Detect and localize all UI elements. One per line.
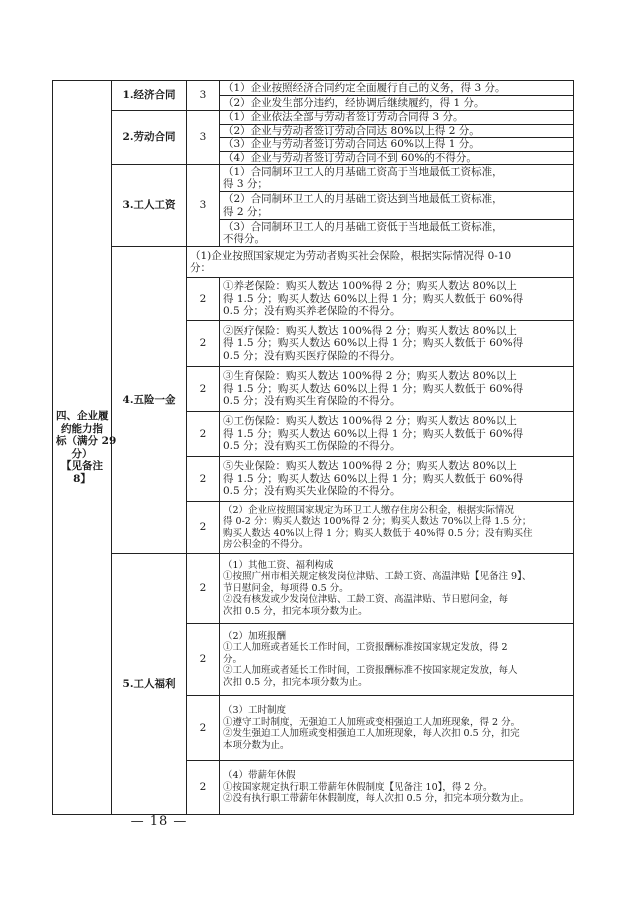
criterion-cell xyxy=(220,165,574,192)
criterion-line: ④工伤保险：购买人数达 100%得 2 分；购买人数达 80%以上 xyxy=(223,415,517,428)
criterion-line: 得 1.5 分；购买人数达 60%以上得 1 分；购买人数低于 60%得 xyxy=(223,472,524,485)
score-cell: 3 xyxy=(187,111,220,165)
criterion-line: （1）其他工资、福利构成 xyxy=(223,559,334,571)
criterion-line: 0.5 分；没有购买养老保险的不得分。 xyxy=(223,305,401,318)
criterion-line: 0.5 分；没有购买医疗保险的不得分。 xyxy=(223,349,401,362)
criterion-cell: （2）企业与劳动者签订劳动合同达 80%以上得 2 分。 xyxy=(220,124,574,138)
criterion-line: 分： xyxy=(190,262,211,274)
score-cell: 2 xyxy=(187,761,220,815)
criterion-cell xyxy=(220,696,574,761)
criterion-line: ①按国家规定执行职工带薪年休假制度【见备注 10】，得 2 分。 xyxy=(223,781,493,793)
score-cell: 2 xyxy=(187,696,220,761)
criterion-cell xyxy=(220,761,574,815)
criterion-cell xyxy=(220,624,574,696)
table-row xyxy=(53,247,574,278)
criterion-cell xyxy=(220,321,574,367)
subcategory-economic-contract: 1.经济合同 xyxy=(112,81,187,111)
criterion-cell xyxy=(220,278,574,321)
criterion-line: ②医疗保险：购买人数达 100%得 2 分；购买人数达 80%以上 xyxy=(223,324,517,337)
score-cell: 3 xyxy=(187,165,220,247)
category-line: 【见备注 xyxy=(61,460,103,472)
criterion-line: 0.5 分；没有购买失业保险的不得分。 xyxy=(223,485,401,498)
criterion-line: 不得分。 xyxy=(223,233,265,245)
criterion-line: （1)企业按照国家规定为劳动者购买社会保险，根据实际情况得 0-10 xyxy=(190,249,512,262)
criterion-cell xyxy=(220,554,574,624)
criterion-cell: （1）企业依法全部与劳动者签订劳动合同得 3 分。 xyxy=(220,111,574,125)
criterion-line: ②没有核发或少发岗位津贴、工龄工资、高温津贴、节日慰问金，每 xyxy=(223,594,509,606)
criterion-line: 分。 xyxy=(223,653,243,665)
criterion-cell xyxy=(220,220,574,247)
category-line: 四、企业履 xyxy=(56,410,109,422)
score-cell: 3 xyxy=(187,81,220,111)
insurance-header-cell xyxy=(187,247,574,278)
criterion-line: 次扣 0.5 分，扣完本项分数为止。 xyxy=(223,676,368,688)
criterion-line: （2）企业应按照国家规定为环卫工人缴存住房公积金，根据实际情况 xyxy=(223,504,515,516)
criterion-line: 节日慰问金，每项得 0.5 分。 xyxy=(223,582,349,594)
criterion-line: 房公积金的不得分。 xyxy=(223,539,309,550)
criterion-line: ①遵守工时制度，无强迫工人加班或变相强迫工人加班现象，得 2 分。 xyxy=(223,716,521,728)
criterion-line: （3）工时制度 xyxy=(223,705,287,716)
criterion-line: 购买人数达 40%以上得 1 分；购买人数低于 40%得 0.5 分；没有购买住 xyxy=(223,527,533,539)
criterion-cell xyxy=(220,367,574,412)
criterion-line: 得 0-2 分：购买人数达 100%得 2 分；购买人数达 70%以上得 1.5 分； xyxy=(223,516,532,527)
criterion-line: （1）合同制环卫工人的月基础工资高于当地最低工资标准， xyxy=(223,165,503,178)
score-cell: 2 xyxy=(187,278,220,321)
criterion-line: 得 2 分； xyxy=(223,205,268,218)
criterion-line: （4）带薪年休假 xyxy=(223,770,296,782)
criterion-cell xyxy=(220,192,574,220)
score-cell: 2 xyxy=(187,502,220,554)
criterion-cell: （3）企业与劳动者签订劳动合同达 60%以上得 1 分。 xyxy=(220,138,574,152)
criterion-line: 得 1.5 分；购买人数达 60%以上得 1 分；购买人数低于 60%得 xyxy=(223,337,524,350)
criterion-line: ①工人加班或者延长工作时间，工资报酬标准按国家规定发放，得 2 xyxy=(223,642,508,654)
criterion-line: 0.5 分；没有购买生育保险的不得分。 xyxy=(223,395,401,408)
subcategory-welfare: 5.工人福利 xyxy=(112,554,187,815)
score-cell: 2 xyxy=(187,321,220,367)
criterion-cell: （4）企业与劳动者签订劳动合同不到 60%的不得分。 xyxy=(220,151,574,165)
score-cell: 2 xyxy=(187,457,220,502)
score-cell: 2 xyxy=(187,624,220,696)
criterion-line: ②工人加班或者延长工作时间，工资报酬标准不按国家规定发放，每人 xyxy=(223,665,518,677)
criterion-cell xyxy=(220,412,574,457)
table-row xyxy=(53,165,574,192)
subcategory-labor-contract: 2.劳动合同 xyxy=(112,111,187,165)
criterion-cell: （2）企业发生部分违约，经协调后继续履约，得 1 分。 xyxy=(220,96,574,111)
criterion-cell xyxy=(220,457,574,502)
criterion-line: ②发生强迫工人加班或变相强迫工人加班现象，每人次扣 0.5 分，扣完 xyxy=(223,728,520,739)
criterion-line: 得 1.5 分；购买人数达 60%以上得 1 分；购买人数低于 60%得 xyxy=(223,427,524,440)
criterion-line: （3）合同制环卫工人的月基础工资低于当地最低工资标准， xyxy=(223,220,503,233)
category-line: 分） xyxy=(71,447,93,460)
criterion-line: 次扣 0.5 分，扣完本项分数为止。 xyxy=(223,605,368,617)
criterion-line: ⑤失业保险：购买人数达 100%得 2 分；购买人数达 80%以上 xyxy=(223,460,517,473)
table-row xyxy=(53,81,574,96)
criterion-line: ③生育保险：购买人数达 100%得 2 分；购买人数达 80%以上 xyxy=(223,370,517,383)
category-line: 8】 xyxy=(73,472,91,485)
criterion-line: （2）加班报酬 xyxy=(223,630,287,642)
score-cell: 2 xyxy=(187,412,220,457)
criterion-line: ①按照广州市相关规定核发岗位津贴、工龄工资、高温津贴【见备注 9】、 xyxy=(223,571,532,583)
criterion-cell xyxy=(220,502,574,554)
score-cell: 2 xyxy=(187,367,220,412)
criterion-line: ①养老保险：购买人数达 100%得 2 分；购买人数达 80%以上 xyxy=(223,280,517,293)
subcategory-wages: 3.工人工资 xyxy=(112,165,187,247)
criterion-cell: （1）企业按照经济合同约定全面履行自己的义务，得 3 分。 xyxy=(220,81,574,96)
criterion-line: 得 1.5 分；购买人数达 60%以上得 1 分；购买人数低于 60%得 xyxy=(223,382,524,395)
subcategory-insurance: 4.五险一金 xyxy=(112,247,187,554)
category-line: 约能力指 xyxy=(61,422,103,435)
page-number: — 18 — xyxy=(130,814,188,829)
table-row xyxy=(53,111,574,125)
criterion-line: 得 3 分； xyxy=(223,178,268,190)
category-cell xyxy=(53,81,117,815)
score-cell: 2 xyxy=(187,554,220,624)
criterion-line: 0.5 分；没有购买工伤保险的不得分。 xyxy=(223,440,401,453)
table-row xyxy=(53,554,574,624)
criterion-line: （2）合同制环卫工人的月基础工资达到当地最低工资标准， xyxy=(223,193,503,205)
scoring-table xyxy=(52,80,574,815)
criterion-line: ②没有执行职工带薪年休假制度，每人次扣 0.5 分，扣完本项分数为止。 xyxy=(223,793,530,805)
criterion-line: 本项分数为止。 xyxy=(223,739,290,751)
criterion-line: 得 1.5 分；购买人数达 60%以上得 1 分；购买人数低于 60%得 xyxy=(223,292,524,305)
category-line: 标（满分 29 xyxy=(56,435,117,447)
